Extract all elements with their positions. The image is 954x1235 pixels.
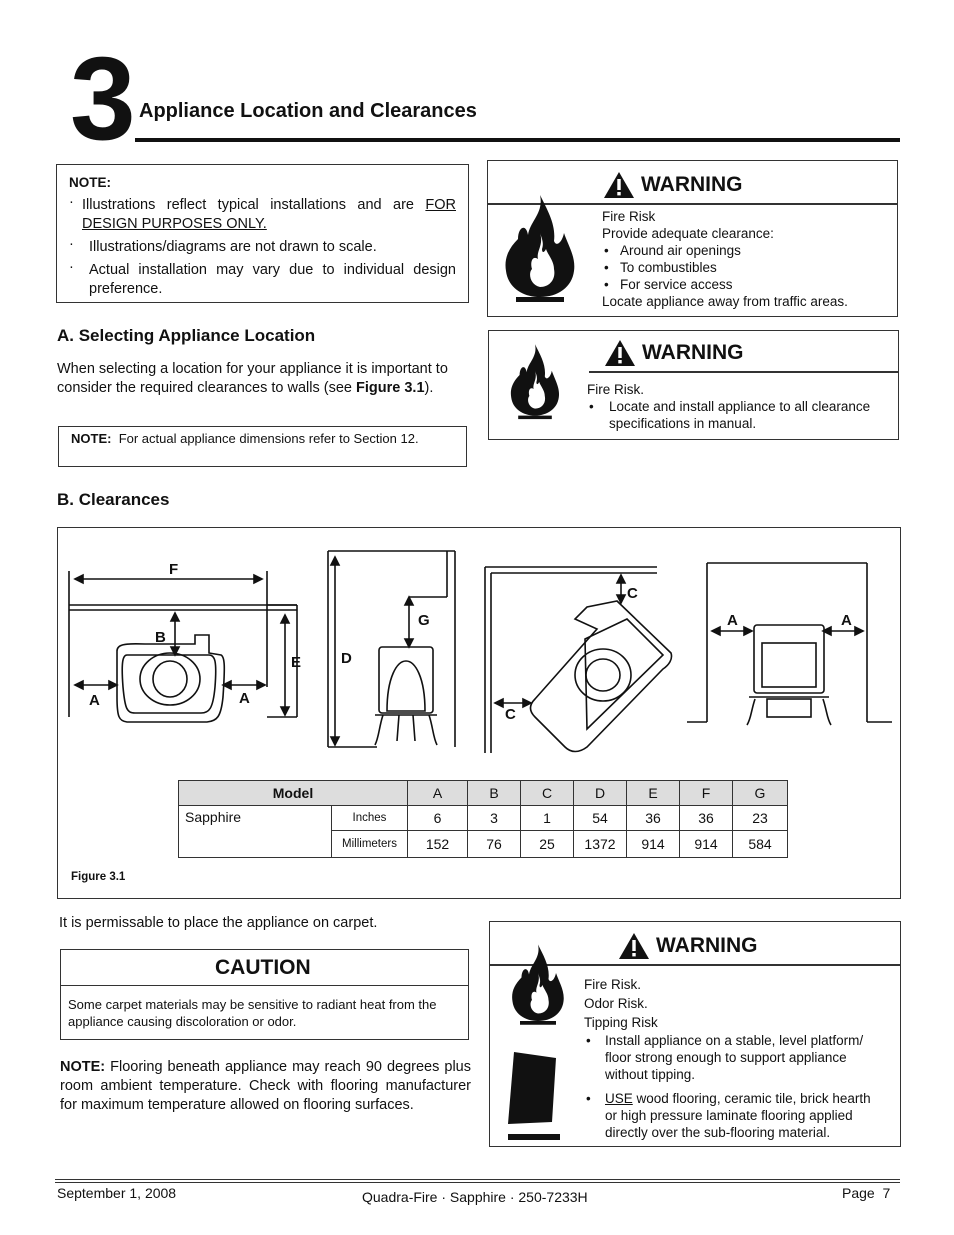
tipping-icon xyxy=(506,1050,562,1142)
flame-icon xyxy=(508,942,568,1028)
value-cell: 36 xyxy=(627,806,680,831)
warning-triangle-icon xyxy=(603,171,635,199)
label-b: B xyxy=(155,629,166,646)
warning-box-fire-clearance xyxy=(487,160,898,317)
note-item-text: Illustrations/diagrams are not drawn to scale. xyxy=(89,239,377,255)
warning-rule xyxy=(589,371,898,373)
para-text: When selecting a location for your appliance it is important to consider the required clearances to walls (see xyxy=(57,361,448,396)
warning-bullet xyxy=(584,1090,884,1141)
design-purposes-text: FOR DESIGN PURPOSES ONLY. xyxy=(82,197,456,232)
warning-bullet: • Around air openings xyxy=(602,242,892,259)
value-cell: 25 xyxy=(521,831,574,858)
header-col: A xyxy=(408,781,468,806)
warning-triangle-icon xyxy=(618,932,650,960)
header-model: Model xyxy=(179,781,408,806)
caution-title: CAUTION xyxy=(215,956,311,979)
note-text: For actual appliance dimensions refer to Section 12. xyxy=(118,431,419,446)
value-cell: 1 xyxy=(521,806,574,831)
chapter-rule xyxy=(135,138,900,142)
page-label: Page xyxy=(842,1185,875,1201)
header-col: B xyxy=(468,781,521,806)
note-label: NOTE: xyxy=(60,1059,106,1075)
footer-rule xyxy=(55,1179,900,1180)
header-col: D xyxy=(574,781,627,806)
flooring-note xyxy=(60,1058,471,1115)
warning-line: Fire Risk xyxy=(602,209,656,224)
table-row xyxy=(179,806,788,831)
footer-date: September 1, 2008 xyxy=(57,1185,177,1201)
warning-header xyxy=(604,339,744,367)
caution-text: Some carpet materials may be sensitive to radiant heat from the appliance causing discoloration or odor. xyxy=(68,997,437,1029)
footer-page xyxy=(842,1185,890,1201)
value-cell: 23 xyxy=(733,806,788,831)
header-col: F xyxy=(680,781,733,806)
para-text: ). xyxy=(424,380,434,396)
value-cell: 914 xyxy=(680,831,733,858)
value-cell: 3 xyxy=(468,806,521,831)
clearance-table xyxy=(178,780,788,858)
section-a-heading: A. Selecting Appliance Location xyxy=(57,326,316,345)
label-c-left: C xyxy=(505,706,516,723)
warning-bullets xyxy=(584,1032,884,1141)
warning1-text xyxy=(602,208,892,310)
warning-bullet: • Install appliance on a stable, level platform/ floor strong enough to support appliance without tipping. xyxy=(584,1032,884,1083)
model-cell: Sapphire xyxy=(179,806,332,858)
note-item-text: Actual installation may vary due to individual design preference. xyxy=(89,262,456,297)
value-cell: 6 xyxy=(408,806,468,831)
value-cell: 54 xyxy=(574,806,627,831)
label-e: E xyxy=(291,654,302,671)
note-list xyxy=(69,196,456,299)
label-d: D xyxy=(341,650,352,667)
warning3-text xyxy=(584,976,884,1141)
note-box xyxy=(56,164,469,303)
diagram-corner-view xyxy=(485,567,672,753)
warning-title: WARNING xyxy=(642,341,744,364)
caution-header xyxy=(61,950,468,986)
warning2-text xyxy=(587,381,887,432)
chapter-title: Appliance Location and Clearances xyxy=(139,100,477,122)
label-c-top: C xyxy=(627,585,638,602)
note-item xyxy=(69,238,456,257)
warning-header xyxy=(618,932,758,960)
value-cell: 152 xyxy=(408,831,468,858)
warning-line: Provide adequate clearance: xyxy=(602,226,774,241)
label-f: F xyxy=(169,561,179,578)
warning-bullet: • To combustibles xyxy=(602,259,892,276)
value-cell: 1372 xyxy=(574,831,627,858)
warning-bullet: • Locate and install appliance to all clearance specifications in manual. xyxy=(587,398,887,432)
note-label: NOTE: xyxy=(71,431,112,446)
warning-bullets xyxy=(587,398,887,432)
figure-reference: Figure 3.1 xyxy=(356,380,425,396)
footer-rule xyxy=(55,1182,900,1183)
unit-cell: Inches xyxy=(332,806,408,831)
table-header-row xyxy=(179,781,788,806)
note-heading: NOTE: xyxy=(69,175,111,190)
note-item-text: Illustrations reflect typical installations and are xyxy=(82,197,426,213)
warning-header xyxy=(603,171,743,199)
warning-title: WARNING xyxy=(641,173,743,196)
carpet-text: It is permissable to place the appliance on carpet. xyxy=(59,915,378,931)
flame-icon xyxy=(507,341,563,423)
caution-box xyxy=(60,949,469,1040)
diagram-top-view xyxy=(69,571,297,722)
flame-icon xyxy=(500,193,580,305)
label-a-front-right: A xyxy=(841,612,852,629)
figure-caption: Figure 3.1 xyxy=(71,871,126,883)
header-col: G xyxy=(733,781,788,806)
dimensions-note-box xyxy=(58,426,467,467)
note-text: Flooring beneath appliance may reach 90 degrees plus room ambient temperature. Check with flooring manufacturer for maximum temperature allowed on flooring surfaces. xyxy=(60,1059,471,1113)
unit-cell: Millimeters xyxy=(332,831,408,858)
warning-bullet: • For service access xyxy=(602,276,892,293)
value-cell: 584 xyxy=(733,831,788,858)
label-a-front-left: A xyxy=(727,612,738,629)
use-emphasis: USE xyxy=(605,1091,633,1106)
diagram-side-view xyxy=(328,551,455,747)
note-item xyxy=(69,261,456,299)
warning-box-fire-specs xyxy=(488,330,899,440)
bullet-text: wood flooring, ceramic tile, brick hearth or high pressure laminate flooring applied directly over the sub-flooring material. xyxy=(605,1091,871,1140)
warning-line: Fire Risk. xyxy=(587,382,644,397)
section-a-paragraph xyxy=(57,360,469,398)
chapter-number: 3 xyxy=(70,33,132,165)
warning-line: Odor Risk. xyxy=(584,996,648,1011)
section-b-heading: B. Clearances xyxy=(57,490,170,509)
note-item xyxy=(69,196,456,234)
page-number: 7 xyxy=(882,1185,891,1201)
diagram-front-view xyxy=(687,563,892,725)
value-cell: 76 xyxy=(468,831,521,858)
label-a-left: A xyxy=(89,692,100,709)
warning-bullets xyxy=(602,242,892,293)
value-cell: 914 xyxy=(627,831,680,858)
label-a-right: A xyxy=(239,690,250,707)
header-col: E xyxy=(627,781,680,806)
label-g: G xyxy=(418,612,430,629)
warning-line: Fire Risk. xyxy=(584,977,641,992)
warning-line: Tipping Risk xyxy=(584,1015,658,1030)
header-col: C xyxy=(521,781,574,806)
warning-triangle-icon xyxy=(604,339,636,367)
footer-doc-id: Quadra-Fire · Sapphire · 250-7233H xyxy=(362,1189,588,1205)
warning-box-flooring xyxy=(489,921,901,1147)
warning-title: WARNING xyxy=(656,934,758,957)
warning-line: Locate appliance away from traffic areas. xyxy=(602,294,848,309)
value-cell: 36 xyxy=(680,806,733,831)
